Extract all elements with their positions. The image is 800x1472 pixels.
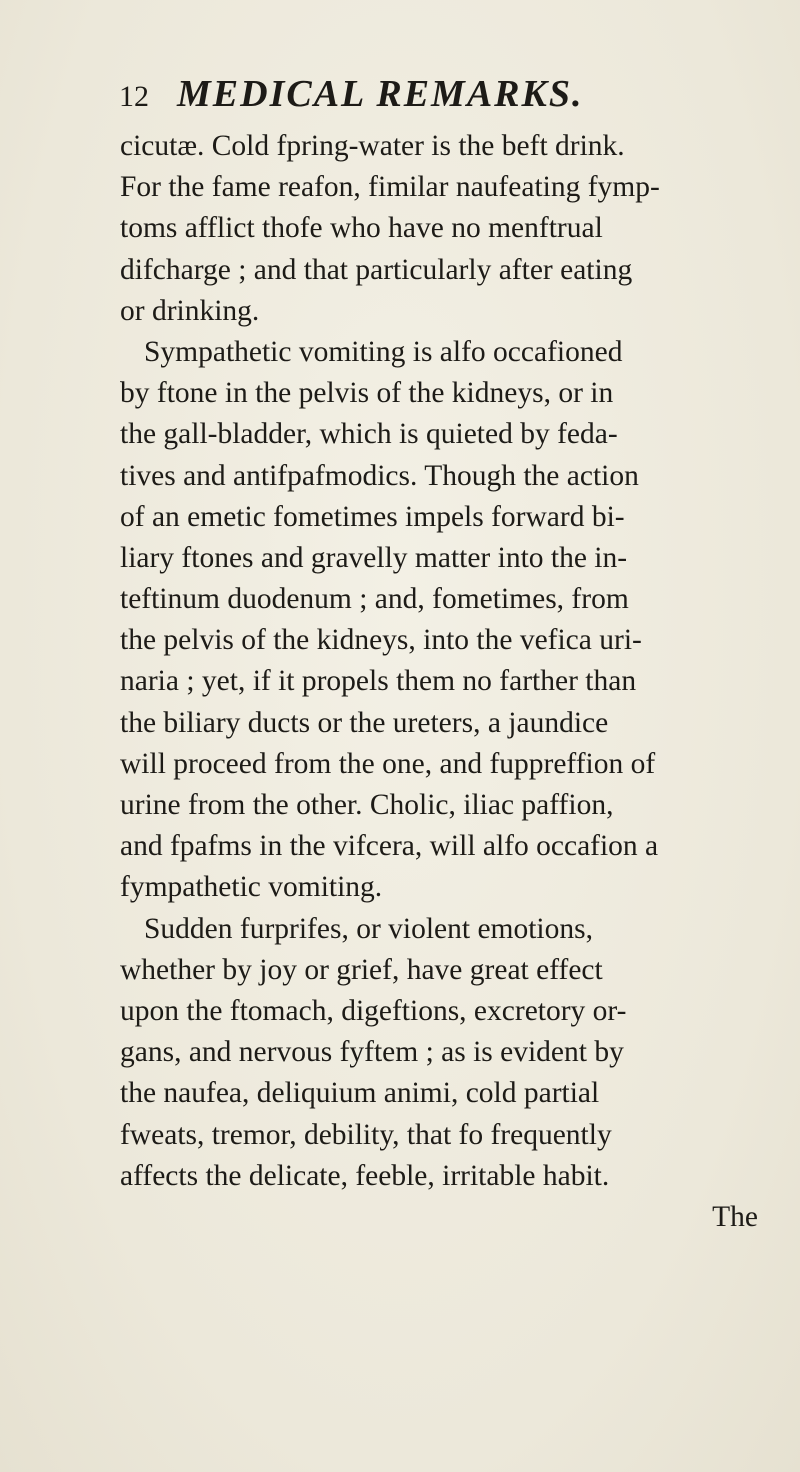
- text-line: affects the delicate, feeble, irritable habit.: [120, 1159, 610, 1192]
- text-line: cicutæ. Cold fpring-water is the beft drink.: [120, 130, 625, 162]
- text-line: naria ; yet, if it propels them no farther than: [120, 665, 637, 698]
- text-line: and fpafms in the vifcera, will alfo occafion a: [120, 830, 659, 863]
- text-line: the pelvis of the kidneys, into the vefica uri-: [120, 624, 642, 657]
- text-line: liary ftones and gravelly matter into the in-: [120, 541, 628, 574]
- text-line: the naufea, deliquium animi, cold partial: [120, 1077, 600, 1110]
- page-number: 12: [119, 80, 149, 113]
- text-line: of an emetic fometimes impels forward bi-: [120, 500, 625, 533]
- text-line: difcharge ; and that particularly after eating: [120, 253, 633, 286]
- text-line: teftinum duodenum ; and, fometimes, from: [120, 583, 629, 616]
- running-title: MEDICAL REMARKS.: [177, 73, 584, 115]
- text-line: the biliary ducts or the ureters, a jaundice: [120, 706, 609, 739]
- text-line: fweats, tremor, debility, that fo frequently: [120, 1118, 612, 1151]
- text-line: by ftone in the pelvis of the kidneys, or in: [120, 377, 614, 410]
- text-line: urine from the other. Cholic, iliac paffion,: [120, 789, 614, 821]
- page-header: [119, 72, 719, 118]
- text-line: upon the ftomach, digeftions, excretory or-: [120, 994, 627, 1027]
- text-line: fympathetic vomiting.: [120, 871, 383, 904]
- text-line: gans, and nervous fyftem ; as is evident by: [120, 1036, 624, 1069]
- paragraph-start-line: Sudden furprifes, or violent emotions,: [144, 912, 593, 945]
- body-text: [120, 126, 760, 1238]
- text-line: tives and antifpafmodics. Though the action: [120, 459, 639, 492]
- text-line: the gall-bladder, which is quieted by feda-: [120, 418, 618, 451]
- text-line: whether by joy or grief, have great effect: [120, 953, 603, 986]
- text-line: For the fame reafon, fimilar naufeating fymp-: [120, 171, 660, 204]
- text-line: toms afflict thofe who have no menftrual: [120, 212, 603, 245]
- paragraph-start-line: Sympathetic vomiting is alfo occafioned: [144, 335, 623, 368]
- text-line: or drinking.: [120, 294, 260, 327]
- text-line: will proceed from the one, and fuppreffion of: [120, 747, 656, 780]
- catchword: The: [712, 1200, 758, 1233]
